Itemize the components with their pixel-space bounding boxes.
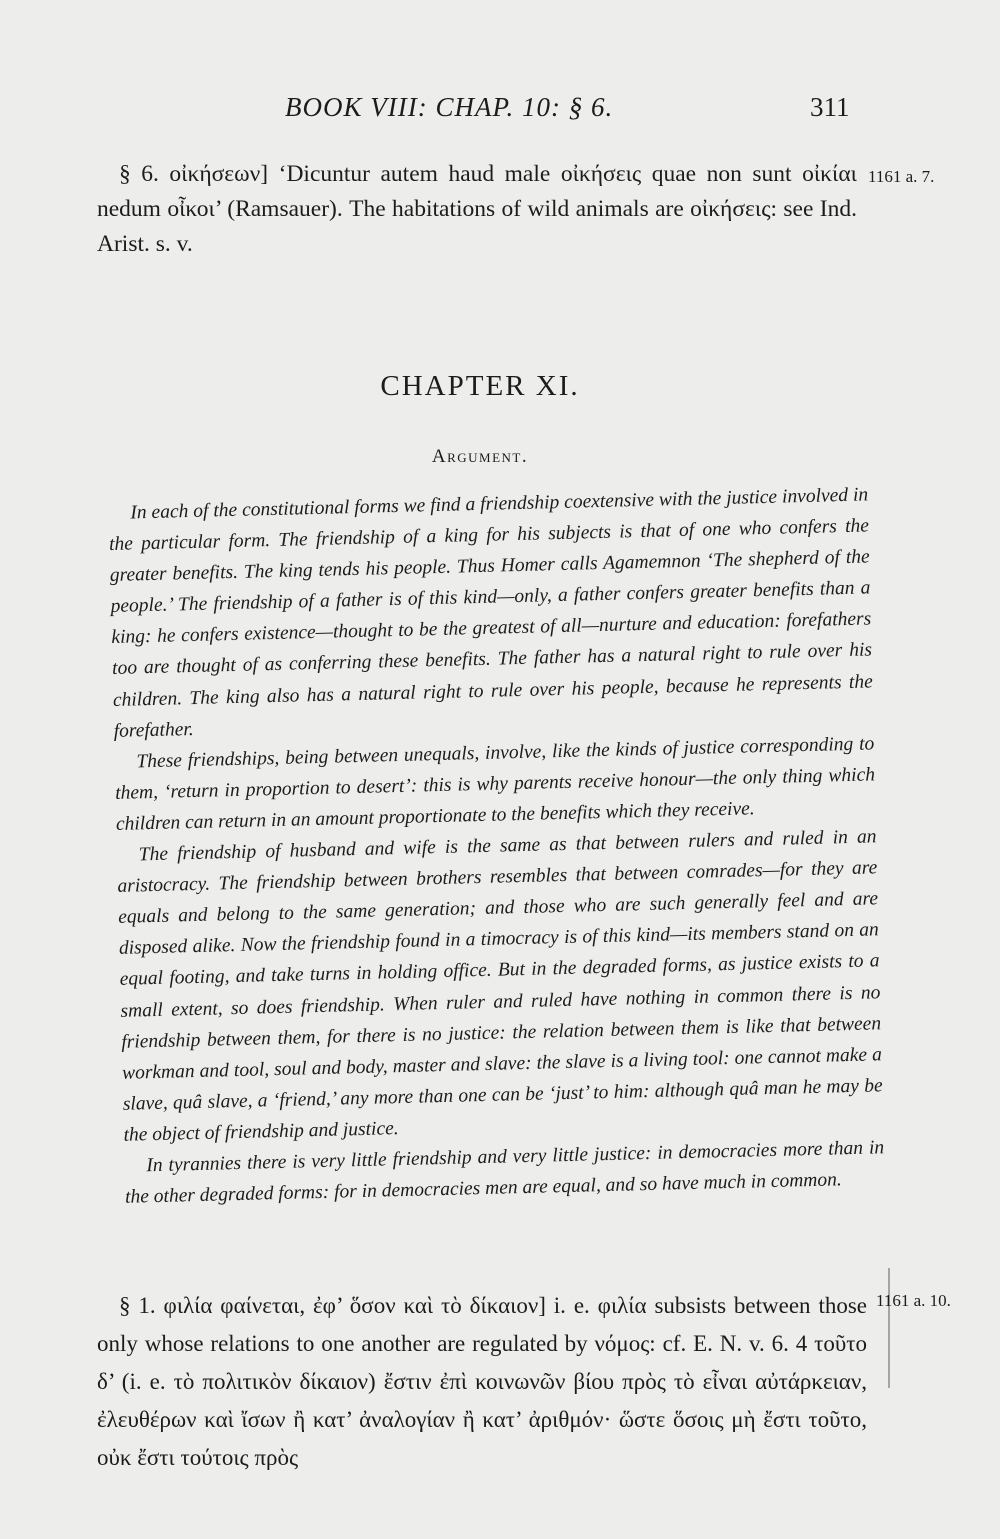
- note-text: § 1. φιλία φαίνεται, ἐφ’ ὅσον καὶ τὸ δίκαιον] i. e. φιλία subsists between those only whose relations to one another are regulated by νόμος: cf. E. N. v. 6. 4 τοῦτο δ’ (i. e. τὸ πολιτικὸν δίκαιον) ἔστιν ἐπὶ κοινωνῶν βίου πρὸς τὸ εἶναι αὐτάρκειαν, ἐλευθέρων καὶ ἴσων ἢ κατ’ ἀναλογίαν ἢ κατ’ ἀριθμόν· ὥστε ὅσοις μὴ ἔστι τοῦτο, οὐκ ἔστι τούτοις πρὸς: [97, 1293, 867, 1470]
- margin-reference-bottom: 1161 a. 10.: [876, 1291, 951, 1310]
- page-number: 311: [810, 92, 850, 122]
- argument-paragraph: In each of the constitutional forms we find a friendship coextensive with the justice involved in the particular form. The friendship of a king for his subjects is that of one who confers the greater benefits. The king tends his people. Thus Homer calls Agamemnon ‘The shepherd of the people.’ The friendship of a father is of this kind—only, a father confers greater benefits than a king: he confers existence—thought to be the greatest of all—nurture and education: forefathers too are thought of as conferring these benefits. The father has a natural right to rule over his children. The king also has a natural right to rule over his people, because he represents the forefather.: [108, 484, 873, 742]
- running-head: [0, 92, 1000, 132]
- commentary-note-section-6: [97, 157, 857, 262]
- argument-paragraph: The friendship of husband and wife is the same as that between rulers and ruled in an aristocracy. The friendship between brothers resembles that between comrades—for they are equals and belong to the same generation; and those who are such generally feel and are disposed alike. Now the friendship found in a timocracy is of this kind—its members stand on an equal footing, and take turns in holding office. But in the degraded forms, as justice exists to a small extent, so does friendship. When ruler and ruled have nothing in common there is no friendship between them, for there is no justice: the relation between them is like that between workman and tool, soul and body, master and slave: the slave is a living tool: one cannot make a slave, quâ slave, a ‘friend,’ any more than one can be ‘just’ to him: although quâ man he may be the object of friendship and justice.: [117, 826, 883, 1146]
- argument-summary: [108, 479, 885, 1213]
- chapter-title: CHAPTER XI.: [380, 370, 580, 402]
- argument-paragraph: In tyrannies there is very little friendship and very little justice: in democracies more than in the other degraded forms: for in democracies men are equal, and so have much in common.: [124, 1137, 885, 1208]
- note-text: § 6. οἰκήσεων] ‘Dicuntur autem haud male οἰκήσεις quae non sunt οἰκίαι nedum οἶκοι’ (Ramsauer). The habitations of wild animals are οἰκήσεις: see Ind. Arist. s. v.: [97, 161, 857, 257]
- argument-paragraph: These friendships, being between unequals, involve, like the kinds of justice corresponding to them, ‘return in proportion to desert’: this is why parents receive honour—the only thing which children can return in an amount proportionate to the benefits which they receive.: [114, 733, 876, 835]
- commentary-note-section-1: [97, 1287, 867, 1477]
- margin-reference-top: 1161 a. 7.: [868, 167, 935, 186]
- margin-bracket-line: [888, 1268, 890, 1388]
- running-head-title: BOOK VIII: CHAP. 10: § 6.: [285, 92, 614, 122]
- argument-heading: Argument.: [431, 446, 529, 467]
